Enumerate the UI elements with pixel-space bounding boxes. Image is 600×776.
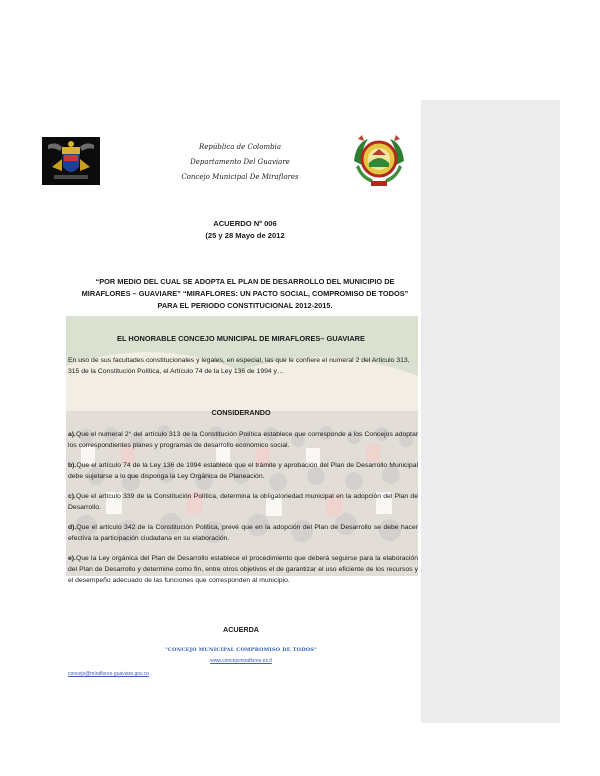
document-title: “POR MEDIO DEL CUAL SE ADOPTA EL PLAN DE DESARROLLO DEL MUNICIPIO DE MIRAFLORES – GUAVIARE” “MIRAFLORES: UN PACTO SOCIAL, COMPROMISO DE TODOS” PARA EL PERIODO CONSTITUCIONAL 2012-2015. bbox=[81, 277, 409, 310]
considerando-heading: CONSIDERANDO bbox=[211, 408, 271, 417]
footer-website-link[interactable]: www.concejomiraflores.es.tl bbox=[210, 658, 272, 664]
clause-text: Que el artículo 339 de la Constitución Política, determina la obligatoriedad municipal en la adopción del Plan de Desarrollo. bbox=[68, 493, 418, 511]
clause-text: Que el artículo 342 de la Constitución Política, prevé que en la adopción del Plan de Desarrollo se debe hacer efectiva la participación ciudadana en su elaboración. bbox=[68, 524, 418, 542]
clause-a bbox=[68, 429, 418, 451]
letterhead-department: Departamento Del Guaviare bbox=[190, 158, 290, 166]
acuerda-heading: ACUERDA bbox=[223, 625, 259, 634]
comments-pane bbox=[421, 100, 560, 723]
agreement-date: (25 y 28 Mayo de 2012 bbox=[205, 231, 285, 240]
clause-label: a). bbox=[68, 431, 76, 438]
council-heading: EL HONORABLE CONCEJO MUNICIPAL DE MIRAFLORES– GUAVIARE bbox=[117, 334, 365, 343]
agreement-heading bbox=[130, 218, 360, 242]
clause-label: e). bbox=[68, 555, 76, 562]
clause-e bbox=[68, 553, 418, 586]
clause-text: Que el artículo 74 de la Ley 136 de 1994 establece que el trámite y aprobación del Plan de Desarrollo Municipal debe sujetarse a lo que disponga la Ley Orgánica de Planeación. bbox=[68, 462, 418, 480]
letterhead bbox=[150, 140, 330, 185]
agreement-number: ACUERDO Nº 006 bbox=[213, 219, 277, 228]
clause-text: Que el numeral 2° del artículo 313 de la Constitución Política establece que corresponde a los Concejos adoptar los correspondientes planes y programas de desarrollo económico social. bbox=[68, 431, 418, 449]
footer-email-link[interactable]: concejo@miraflores-guaviare.gov.co bbox=[68, 671, 149, 677]
letterhead-council: Concejo Municipal De Miraflores bbox=[181, 173, 299, 181]
intro-paragraph: En uso de sus facultades constitucionales y legales, en especial, las que le confiere el numeral 2 del Articulo 313, 315 de la Constitución Política, el Artículo 74 de la Ley 136 de 1994 y… bbox=[68, 357, 410, 375]
colombia-coat-of-arms-logo bbox=[42, 137, 100, 185]
clause-text: Que la Ley orgánica del Plan de Desarrollo establece el procedimiento que deberá seguirse para la elaboración del Plan de Desarrollo y determine como fin, entre otros objetivos el de garantizar el uso eficiente de los recursos y el desempeño adecuado de las funciones que corresponden al municipio. bbox=[68, 555, 418, 584]
clause-d bbox=[68, 522, 418, 544]
clause-label: c). bbox=[68, 493, 76, 500]
clause-label: b). bbox=[68, 462, 77, 469]
letterhead-country: República de Colombia bbox=[198, 143, 282, 151]
footer-slogan: "CONCEJO MUNICIPAL COMPROMISO DE TODOS" bbox=[165, 647, 317, 653]
clause-b bbox=[68, 460, 418, 482]
miraflores-municipal-seal-logo bbox=[350, 133, 408, 189]
clause-c bbox=[68, 491, 418, 513]
clause-label: d). bbox=[68, 524, 77, 531]
